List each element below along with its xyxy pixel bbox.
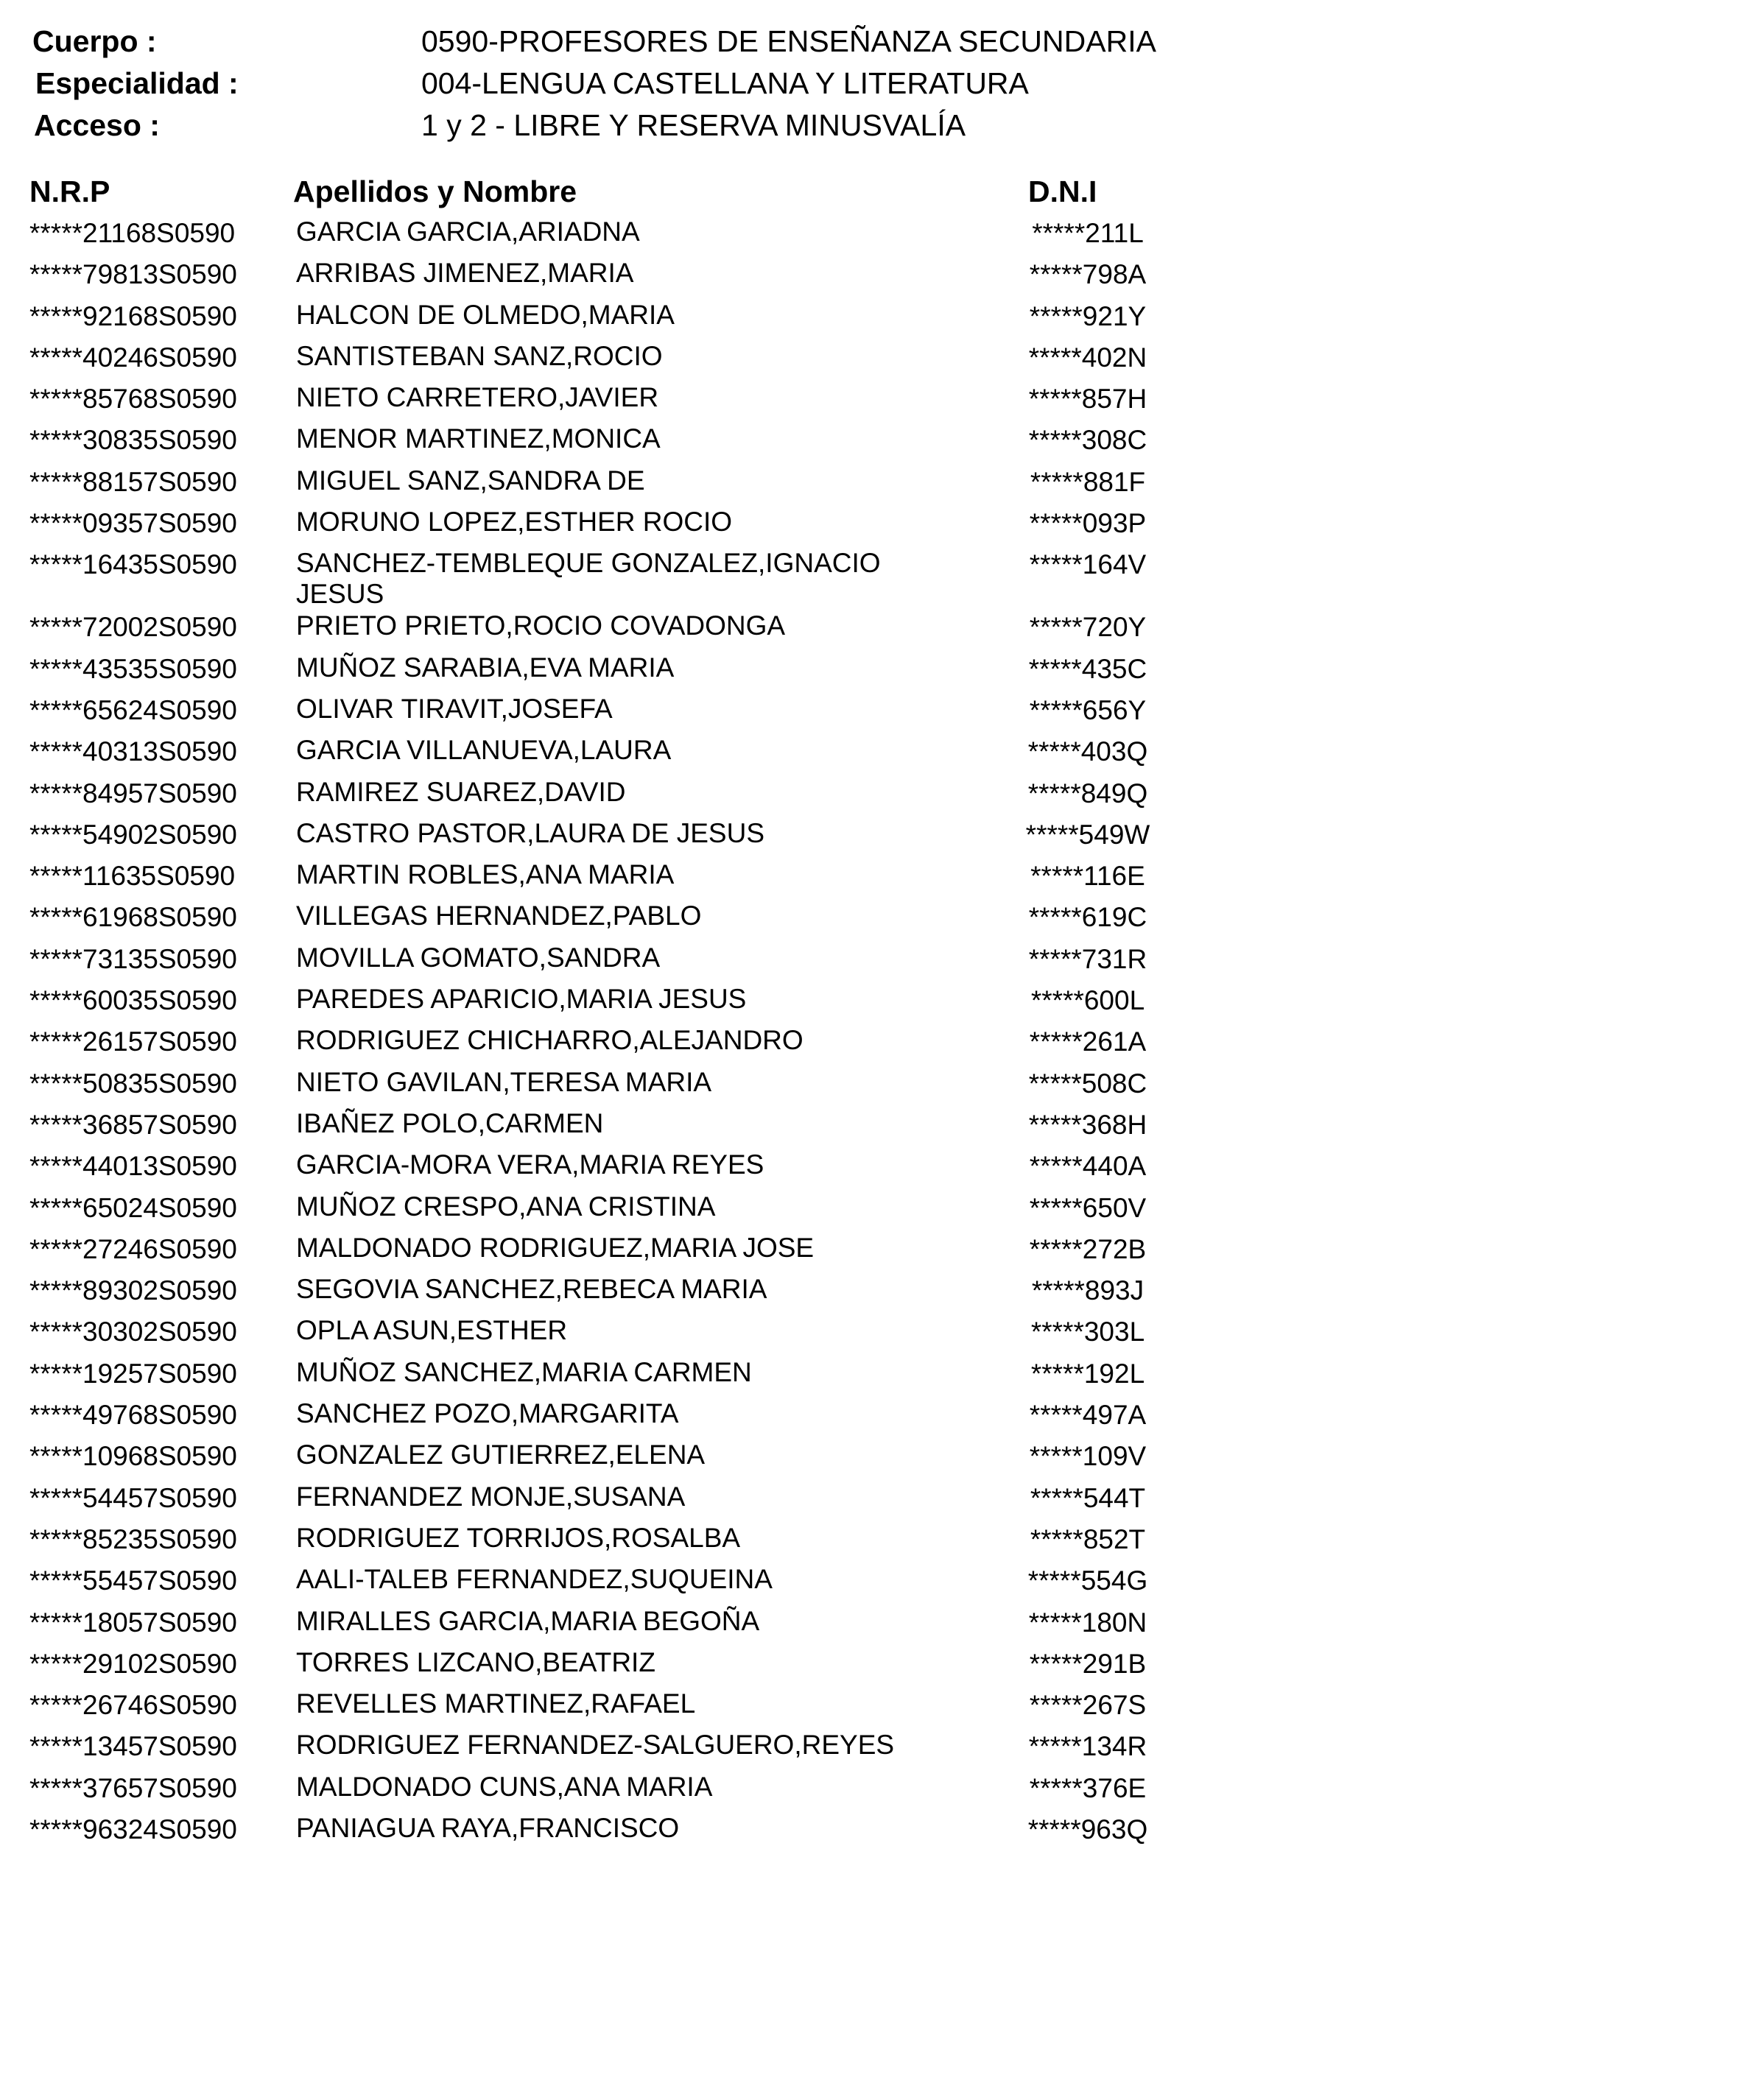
- name-cell: MUÑOZ SARABIA,EVA MARIA: [296, 652, 675, 683]
- dni-cell: *****544T: [1030, 1482, 1146, 1513]
- table-body: [29, 212, 1150, 1850]
- name-cell: RODRIGUEZ TORRIJOS,ROSALBA: [296, 1522, 741, 1553]
- especialidad-row: [32, 63, 1284, 105]
- nrp-cell: *****37657S0590: [29, 1772, 237, 1803]
- table-row: [29, 1684, 1147, 1725]
- table-row: [29, 938, 1147, 979]
- table-row: [29, 1104, 1147, 1145]
- name-cell: VILLEGAS HERNANDEZ,PABLO: [296, 901, 702, 931]
- dni-cell: *****600L: [1030, 985, 1145, 1016]
- name-cell: IBAÑEZ POLO,CARMEN: [296, 1107, 604, 1138]
- table-row: [29, 1767, 1147, 1808]
- name-cell: FERNANDEZ MONJE,SUSANA: [296, 1481, 686, 1512]
- name-cell: MORUNO LOPEZ,ESTHER ROCIO: [296, 507, 733, 538]
- dni-cell: *****402N: [1028, 342, 1147, 373]
- nrp-cell: *****49768S0590: [29, 1400, 237, 1431]
- name-cell: REVELLES MARTINEZ,RAFAEL: [296, 1688, 696, 1719]
- especialidad-value: 004-LENGUA CASTELLANA Y LITERATURA: [421, 66, 1029, 100]
- dni-cell: *****134R: [1028, 1731, 1147, 1762]
- table-row: [29, 1228, 1147, 1269]
- dni-cell: *****192L: [1030, 1358, 1145, 1389]
- dni-cell: *****211L: [1032, 218, 1144, 248]
- name-cell: OPLA ASUN,ESTHER: [296, 1315, 568, 1346]
- nrp-cell: *****10968S0590: [29, 1441, 237, 1472]
- nrp-cell: *****44013S0590: [29, 1151, 237, 1182]
- document-header: [32, 21, 1284, 147]
- nrp-cell: *****65024S0590: [29, 1192, 237, 1223]
- name-cell: GARCIA GARCIA,ARIADNA: [296, 216, 640, 247]
- dni-cell: *****849Q: [1027, 778, 1148, 808]
- nrp-cell: *****36857S0590: [29, 1109, 237, 1140]
- name-cell: PANIAGUA RAYA,FRANCISCO: [296, 1812, 680, 1843]
- name-cell: SANCHEZ-TEMBLEQUE GONZALEZ,IGNACIO JESUS: [296, 548, 881, 610]
- column-header-nrp: N.R.P: [29, 175, 110, 208]
- table-row: [29, 1311, 1145, 1352]
- table-row: [29, 1353, 1145, 1394]
- name-cell: SANTISTEBAN SANZ,ROCIO: [296, 340, 663, 371]
- dni-cell: *****435C: [1028, 653, 1147, 684]
- name-cell: MALDONADO RODRIGUEZ,MARIA JOSE: [296, 1232, 815, 1263]
- table-row: [29, 1477, 1146, 1518]
- name-cell: RODRIGUEZ FERNANDEZ-SALGUERO,REYES: [296, 1730, 895, 1761]
- especialidad-label: Especialidad :: [35, 66, 239, 100]
- table-row: [29, 1808, 1148, 1850]
- nrp-cell: *****73135S0590: [29, 943, 237, 974]
- table-row: [29, 1435, 1147, 1476]
- name-cell: HALCON DE OLMEDO,MARIA: [296, 299, 675, 330]
- table-row: [29, 896, 1147, 937]
- dni-cell: *****881F: [1030, 466, 1146, 497]
- dni-cell: *****368H: [1028, 1109, 1147, 1140]
- cuerpo-label: Cuerpo :: [32, 24, 157, 58]
- acceso-label: Acceso :: [34, 108, 160, 142]
- nrp-cell: *****11635S0590: [29, 861, 236, 892]
- table-row: [29, 1394, 1147, 1435]
- dni-cell: *****116E: [1030, 861, 1145, 892]
- name-cell: GARCIA-MORA VERA,MARIA REYES: [296, 1149, 764, 1180]
- nrp-cell: *****27246S0590: [29, 1233, 237, 1264]
- name-cell: GARCIA VILLANUEVA,LAURA: [296, 735, 672, 766]
- dni-cell: *****180N: [1028, 1607, 1147, 1638]
- cuerpo-row: [32, 21, 1284, 63]
- candidates-table: [29, 171, 1150, 1850]
- table-row: [29, 1725, 1147, 1766]
- table-row: [29, 337, 1147, 378]
- name-cell: PRIETO PRIETO,ROCIO COVADONGA: [296, 610, 786, 641]
- table-header: [29, 171, 1134, 212]
- dni-cell: *****303L: [1030, 1317, 1145, 1347]
- table-row: [29, 1643, 1147, 1684]
- table-row: [29, 419, 1147, 460]
- nrp-cell: *****40313S0590: [29, 736, 237, 767]
- nrp-cell: *****55457S0590: [29, 1565, 237, 1596]
- dni-cell: *****857H: [1028, 384, 1147, 415]
- nrp-cell: *****43535S0590: [29, 653, 237, 684]
- nrp-cell: *****54902S0590: [29, 819, 237, 850]
- table-row: [29, 295, 1147, 337]
- name-cell: RAMIREZ SUAREZ,DAVID: [296, 776, 626, 807]
- nrp-cell: *****18057S0590: [29, 1607, 237, 1638]
- table-row: [29, 461, 1146, 502]
- dni-cell: *****291B: [1029, 1648, 1147, 1679]
- table-row: [29, 1560, 1148, 1601]
- dni-cell: *****093P: [1029, 508, 1147, 539]
- name-cell: MALDONADO CUNS,ANA MARIA: [296, 1771, 713, 1802]
- name-cell: OLIVAR TIRAVIT,JOSEFA: [296, 693, 613, 724]
- nrp-cell: *****85235S0590: [29, 1523, 237, 1554]
- nrp-cell: *****19257S0590: [29, 1358, 237, 1389]
- dni-cell: *****731R: [1028, 943, 1147, 974]
- dni-cell: *****497A: [1029, 1400, 1147, 1431]
- name-cell: PAREDES APARICIO,MARIA JESUS: [296, 984, 747, 1015]
- nrp-cell: *****65624S0590: [29, 694, 237, 725]
- dni-cell: *****619C: [1028, 902, 1147, 933]
- table-row: [29, 979, 1145, 1021]
- nrp-cell: *****61968S0590: [29, 902, 237, 933]
- dni-cell: *****261A: [1029, 1026, 1147, 1057]
- nrp-cell: *****30302S0590: [29, 1317, 237, 1347]
- table-row: [29, 502, 1147, 543]
- dni-cell: *****963Q: [1027, 1814, 1148, 1844]
- column-header-name: Apellidos y Nombre: [293, 175, 577, 208]
- table-row: [29, 1145, 1147, 1186]
- name-cell: MUÑOZ CRESPO,ANA CRISTINA: [296, 1191, 716, 1222]
- nrp-cell: *****16435S0590: [29, 549, 237, 580]
- nrp-cell: *****92168S0590: [29, 300, 237, 331]
- nrp-cell: *****09357S0590: [29, 508, 237, 539]
- table-row: [29, 772, 1148, 814]
- dni-cell: *****272B: [1029, 1233, 1147, 1264]
- dni-cell: *****656Y: [1029, 694, 1147, 725]
- table-row: [29, 855, 1145, 896]
- dni-cell: *****508C: [1028, 1068, 1147, 1099]
- dni-cell: *****164V: [1029, 549, 1147, 580]
- dni-cell: *****549W: [1025, 819, 1150, 850]
- table-row: [29, 1187, 1147, 1228]
- table-row: [29, 212, 1144, 253]
- nrp-cell: *****30835S0590: [29, 425, 237, 456]
- table-row: [29, 1269, 1144, 1311]
- acceso-row: [32, 105, 1284, 147]
- nrp-cell: *****88157S0590: [29, 466, 237, 497]
- nrp-cell: *****13457S0590: [29, 1731, 237, 1762]
- dni-cell: *****852T: [1030, 1523, 1146, 1554]
- nrp-cell: *****96324S0590: [29, 1814, 237, 1844]
- dni-cell: *****798A: [1029, 259, 1147, 290]
- nrp-cell: *****89302S0590: [29, 1275, 237, 1306]
- nrp-cell: *****26157S0590: [29, 1026, 237, 1057]
- table-row: [29, 730, 1148, 772]
- table-row: [29, 689, 1147, 730]
- cuerpo-value: 0590-PROFESORES DE ENSEÑANZA SECUNDARIA: [421, 24, 1156, 58]
- name-cell: TORRES LIZCANO,BEATRIZ: [296, 1646, 655, 1677]
- dni-cell: *****376E: [1029, 1772, 1147, 1803]
- name-cell: NIETO CARRETERO,JAVIER: [296, 382, 659, 413]
- nrp-cell: *****40246S0590: [29, 342, 237, 373]
- table-row: [29, 1602, 1147, 1643]
- dni-cell: *****650V: [1029, 1192, 1147, 1223]
- dni-cell: *****109V: [1029, 1441, 1147, 1472]
- dni-cell: *****308C: [1028, 425, 1147, 456]
- name-cell: MUÑOZ SANCHEZ,MARIA CARMEN: [296, 1356, 752, 1387]
- table-row: [29, 378, 1147, 419]
- dni-cell: *****267S: [1029, 1690, 1147, 1721]
- name-cell: CASTRO PASTOR,LAURA DE JESUS: [296, 817, 765, 848]
- name-cell: ARRIBAS JIMENEZ,MARIA: [296, 258, 634, 289]
- nrp-cell: *****72002S0590: [29, 612, 237, 643]
- dni-cell: *****720Y: [1029, 612, 1147, 643]
- dni-cell: *****440A: [1029, 1151, 1147, 1182]
- table-row: [29, 253, 1147, 295]
- table-row: [29, 648, 1147, 689]
- name-cell: SANCHEZ POZO,MARGARITA: [296, 1398, 679, 1429]
- name-cell: MARTIN ROBLES,ANA MARIA: [296, 859, 675, 890]
- name-cell: RODRIGUEZ CHICHARRO,ALEJANDRO: [296, 1025, 804, 1056]
- table-row: [29, 814, 1150, 855]
- name-cell: SEGOVIA SANCHEZ,REBECA MARIA: [296, 1274, 767, 1305]
- acceso-value: 1 y 2 - LIBRE Y RESERVA MINUSVALÍA: [421, 108, 966, 142]
- nrp-cell: *****85768S0590: [29, 384, 237, 415]
- name-cell: MIRALLES GARCIA,MARIA BEGOÑA: [296, 1605, 760, 1636]
- nrp-cell: *****21168S0590: [29, 218, 236, 248]
- nrp-cell: *****60035S0590: [29, 985, 237, 1016]
- nrp-cell: *****29102S0590: [29, 1648, 237, 1679]
- nrp-cell: *****50835S0590: [29, 1068, 237, 1099]
- nrp-cell: *****84957S0590: [29, 778, 237, 808]
- column-header-dni: D.N.I: [1028, 175, 1097, 208]
- nrp-cell: *****54457S0590: [29, 1482, 237, 1513]
- name-cell: AALI-TALEB FERNANDEZ,SUQUEINA: [296, 1564, 773, 1595]
- table-row: [29, 1518, 1146, 1560]
- name-cell: NIETO GAVILAN,TERESA MARIA: [296, 1066, 712, 1097]
- dni-cell: *****403Q: [1027, 736, 1148, 767]
- table-row: [29, 1063, 1147, 1104]
- name-cell: MIGUEL SANZ,SANDRA DE: [296, 465, 645, 496]
- dni-cell: *****554G: [1027, 1565, 1148, 1596]
- nrp-cell: *****26746S0590: [29, 1690, 237, 1721]
- name-cell: MOVILLA GOMATO,SANDRA: [296, 942, 661, 973]
- nrp-cell: *****79813S0590: [29, 259, 237, 290]
- dni-cell: *****921Y: [1029, 300, 1147, 331]
- name-cell: MENOR MARTINEZ,MONICA: [296, 423, 661, 454]
- table-row: [29, 606, 1147, 647]
- table-row: [29, 1021, 1147, 1062]
- name-cell: GONZALEZ GUTIERREZ,ELENA: [296, 1440, 706, 1470]
- dni-cell: *****893J: [1031, 1275, 1144, 1306]
- table-row: [29, 543, 1147, 610]
